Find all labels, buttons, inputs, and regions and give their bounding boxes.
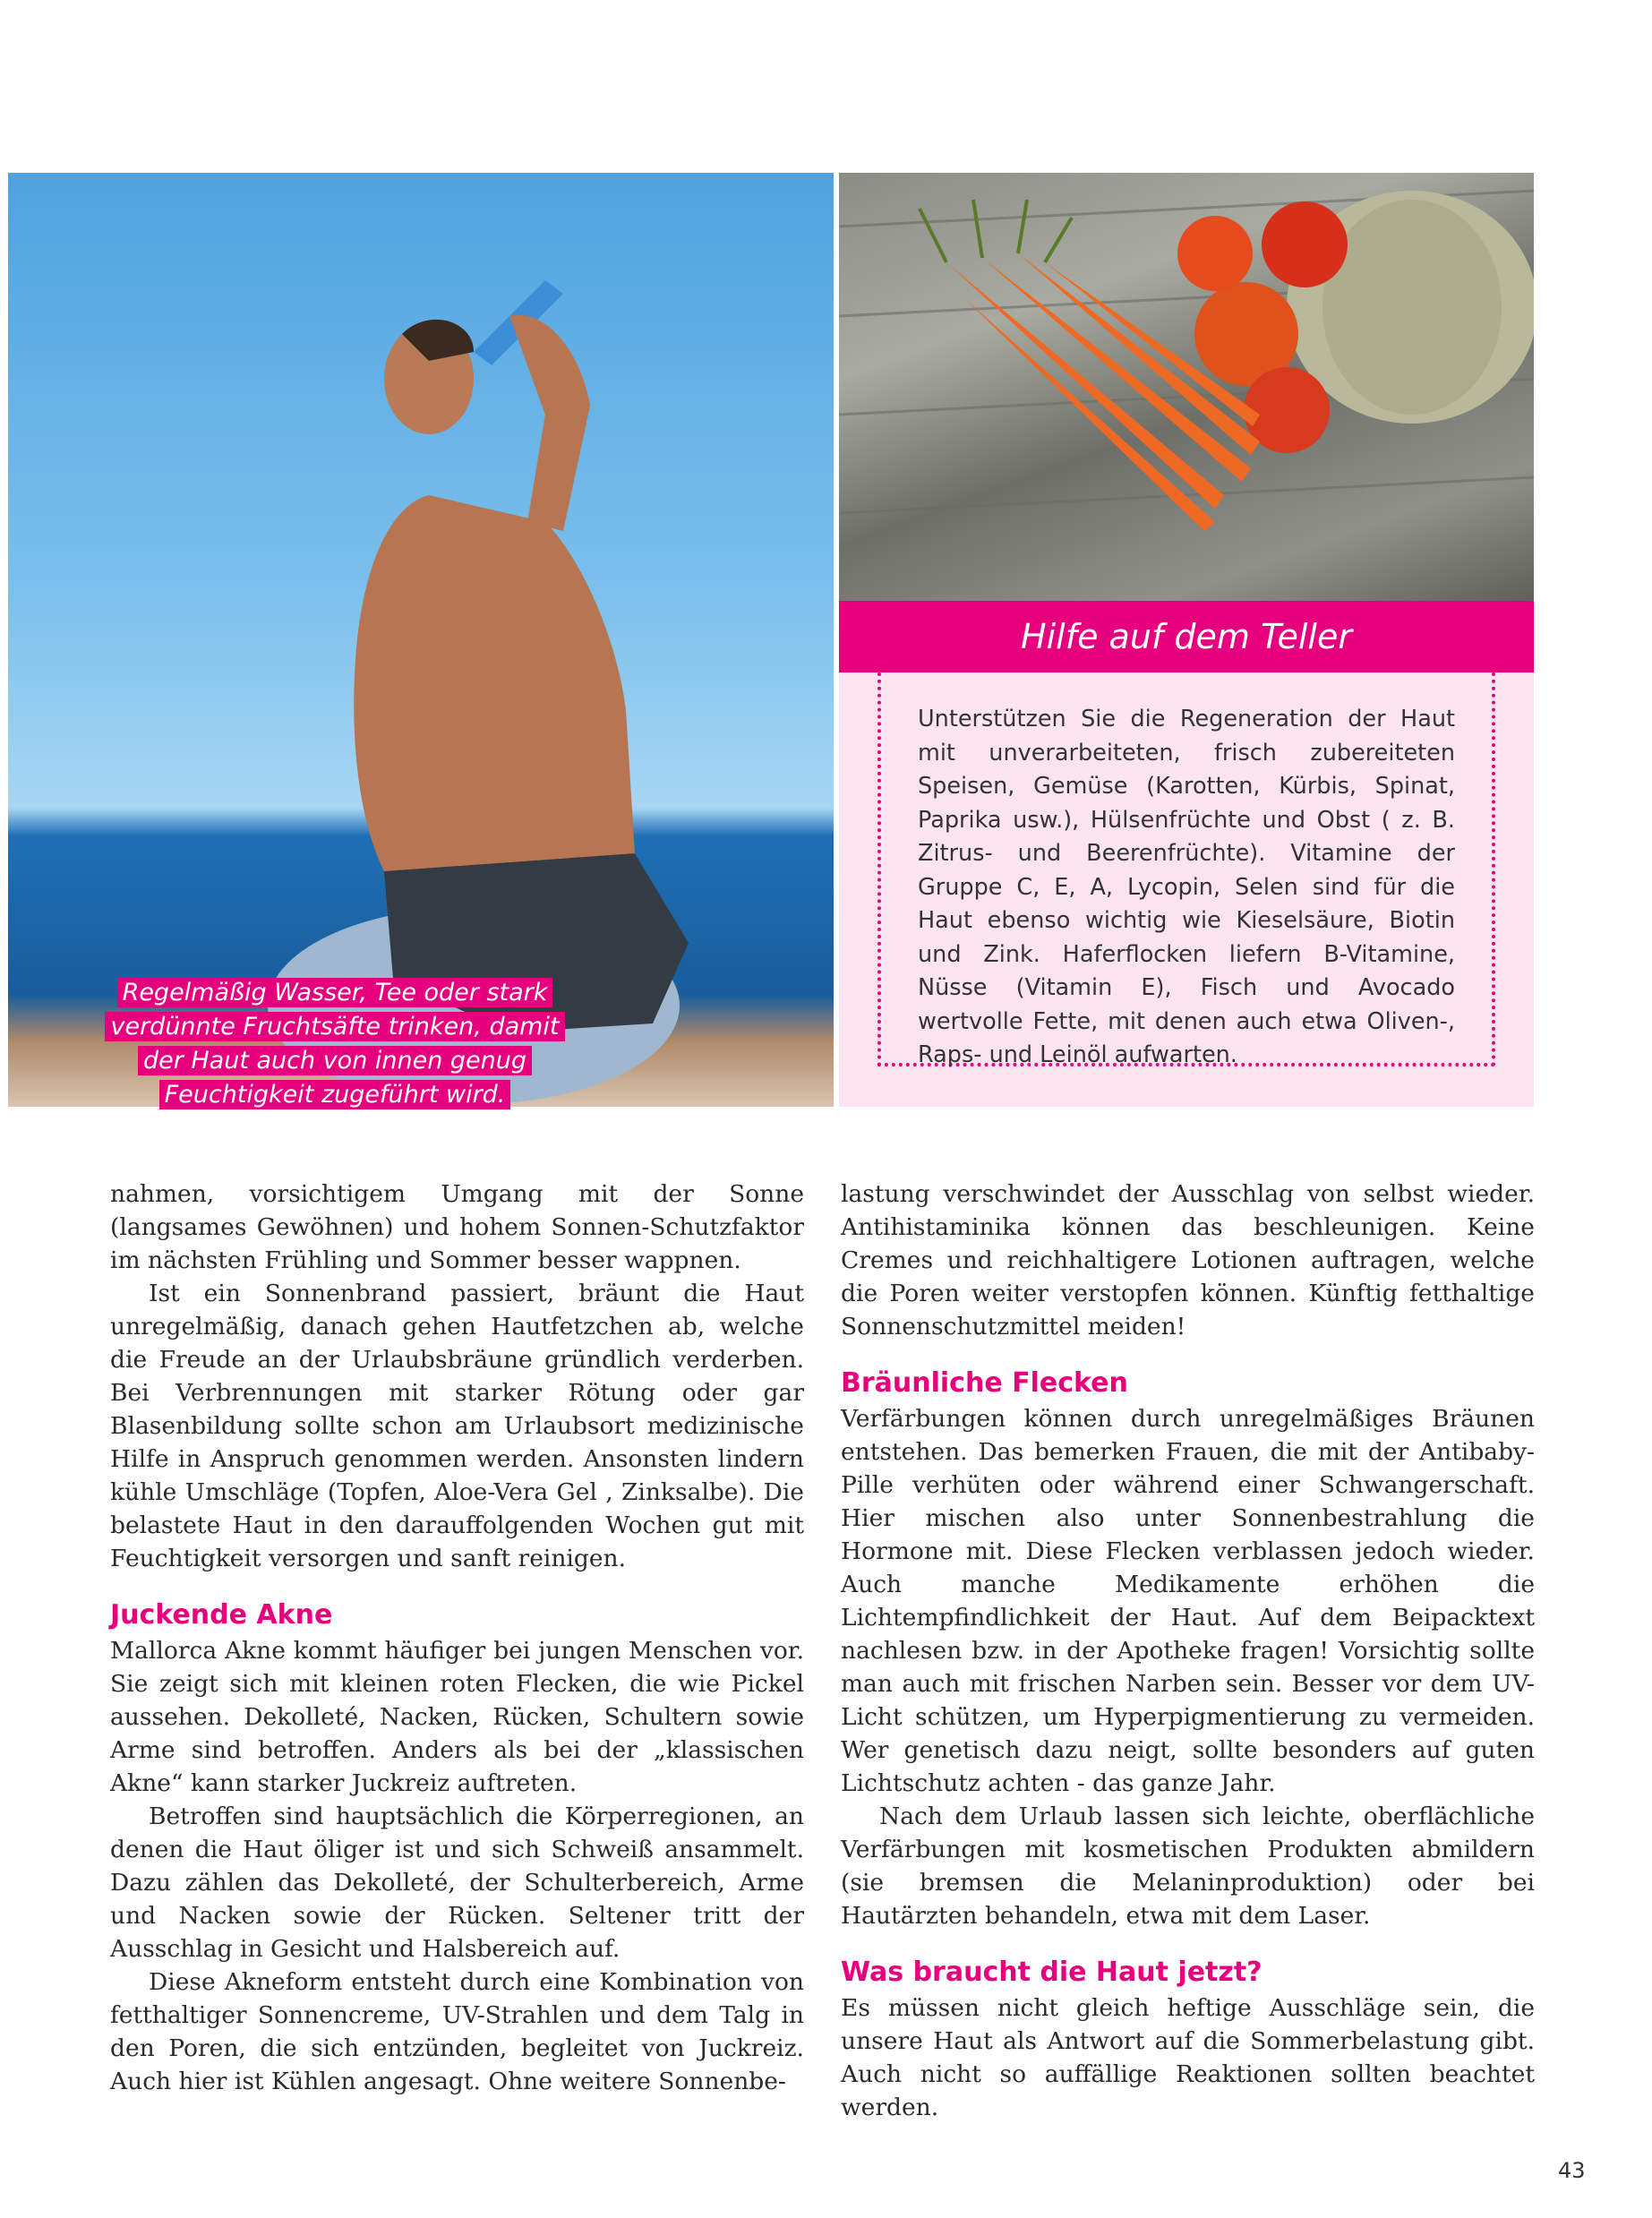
left-column bbox=[110, 1178, 804, 2098]
paragraph: nahmen, vorsichtigem Umgang mit der Sonne (langsames Gewöhnen) und hohem Sonnen-Schutzfaktor im nächsten Frühling und Sommer besser wappnen. bbox=[110, 1180, 804, 1274]
caption-text: Regelmäßig Wasser, Tee oder stark verdünnte Fruchtsäfte trinken, damit der Haut auch von innen genug Feuchtigkeit zugeführt wird. bbox=[105, 978, 564, 1109]
paragraph: Diese Akneform entsteht durch eine Kombination von fetthaltiger Sonnencreme, UV-Strahlen und dem Talg in den Poren, die sich entzünden, begleitet von Juckreiz. Auch hier ist Kühlen angesagt. Ohne weitere Sonnenbe- bbox=[110, 1968, 804, 2095]
page-number: 43 bbox=[1558, 2158, 1586, 2183]
paragraph: lastung verschwindet der Ausschlag von selbst wieder. Antihistaminika können das beschleunigen. Keine Cremes und reichhaltigere Lotionen auftragen, welche die Poren weiter verstopfen können. Künftig fetthaltige Sonnenschutzmittel meiden! bbox=[841, 1180, 1535, 1340]
paragraph: Betroffen sind hauptsächlich die Körperregionen, an denen die Haut öliger ist und sich Schweiß ansammelt. Dazu zählen das Dekolleté, der Schulterbereich, Arme und Nacken sowie der Rücken. Seltener tritt der Ausschlag in Gesicht und Halsbereich auf. bbox=[110, 1803, 804, 1963]
right-column bbox=[841, 1178, 1535, 2124]
section-heading: Was braucht die Haut jetzt? bbox=[841, 1957, 1263, 1988]
vegetables-photo bbox=[839, 173, 1534, 601]
man-drinking-water-photo bbox=[8, 173, 834, 1107]
section-heading: Juckende Akne bbox=[110, 1599, 333, 1631]
paragraph: Ist ein Sonnenbrand passiert, bräunt die Haut unregelmäßig, danach gehen Hautfetzchen ab, welche die Freude an der Urlaubsbräune gründlich verderben. Bei Verbrennungen mit starker Rötung oder gar Blasenbildung sollte schon am Urlaubsort medizinische Hilfe in Anspruch genommen werden. Ansonsten lindern kühle Umschläge (Topfen, Aloe-Vera Gel , Zinksalbe). Die belastete Haut in den darauffolgenden Wochen gut mit Feuchtigkeit versorgen und sanft reinigen. bbox=[110, 1280, 804, 1572]
section-heading: Bräunliche Flecken bbox=[841, 1367, 1128, 1399]
infobox-text: Unterstützen Sie die Regeneration der Haut mit unverarbeiteten, frisch zubereiteten Speisen, Gemüse (Karotten, Kürbis, Spinat, Paprika usw.), Hülsenfrüchte und Obst ( z. B. Zitrus- und Beerenfrüchte). Vitamine der Gruppe C, E, A, Lycopin, Selen sind für die Haut ebenso wichtig wie Kieselsäure, Biotin und Zink. Haferflocken liefern B-Vitamine, Nüsse (Vitamin E), Fisch und Avocado wertvolle Fette, mit denen auch etwa Oliven-, Raps- und Leinöl aufwarten. bbox=[918, 706, 1455, 1068]
paragraph: Es müssen nicht gleich heftige Ausschläge sein, die unsere Haut als Antwort auf die Sommerbelastung gibt. Auch nicht so auffällige Reaktionen sollten beachtet werden. bbox=[841, 1994, 1535, 2121]
paragraph: Nach dem Urlaub lassen sich leichte, oberflächliche Verfärbungen mit kosmetischen Produkten abmildern (sie bremsen die Melaninproduktion) oder bei Hautärzten behandeln, etwa mit dem Laser. bbox=[841, 1803, 1535, 1930]
paragraph: Mallorca Akne kommt häufiger bei jungen Menschen vor. Sie zeigt sich mit kleinen roten Flecken, die wie Pickel aussehen. Dekolleté, Nacken, Rücken, Schultern sowie Arme sind betroffen. Anders als bei der „klassischen Akne“ kann starker Juckreiz auftreten. bbox=[110, 1637, 804, 1797]
man-silhouette bbox=[8, 173, 834, 1107]
vegetables-illustration bbox=[839, 173, 1534, 601]
infobox-title: Hilfe auf dem Teller bbox=[839, 601, 1534, 672]
paragraph: Verfärbungen können durch unregelmäßiges Bräunen entstehen. Das bemerken Frauen, die mit der Antibaby-Pille verhüten oder während einer Schwangerschaft. Hier mischen also unter Sonnenbestrahlung die Hormone mit. Diese Flecken verblassen jedoch wieder. Auch manche Medikamente erhöhen die Lichtempfindlichkeit der Haut. Auf dem Beipacktext nachlesen bzw. in der Apotheke fragen! Vorsichtig sollte man auch mit frischen Narben sein. Besser vor dem UV-Licht schützen, um Hyperpigmentierung zu vermeiden. Wer genetisch dazu neigt, sollte besonders auf guten Lichtschutz achten - das ganze Jahr. bbox=[841, 1405, 1535, 1797]
photo-caption bbox=[101, 976, 569, 1112]
